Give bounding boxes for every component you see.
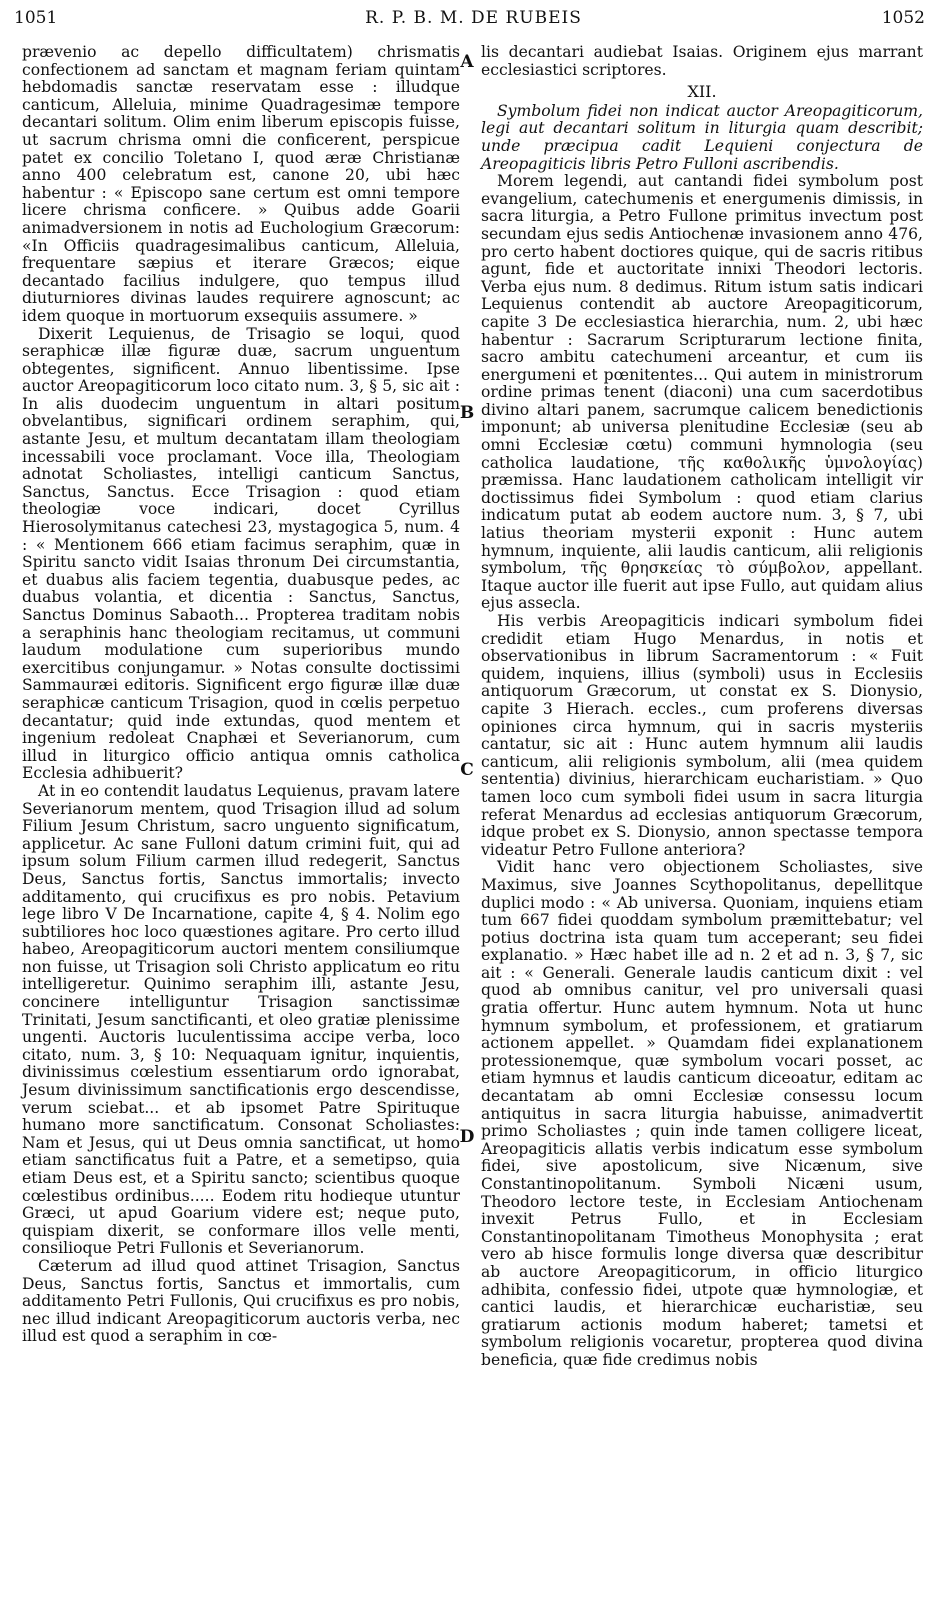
paragraph: Vidit hanc vero objectionem Scholiastes, sive Maximus, sive Joannes Scythopolitanus, depellitque duplici modo : « Ab universa. Quoniam, inquiens etiam tum 667 fidei quoddam symbolum præmittebatur; vel potius doctrina ista quam tum acceperant; seu fidei explanatio. » Hæc habet ille ad n. 2 et ad n. 3, § 7, sic ait : « Generali. Generale laudis canticum dixit : vel quod ab omnibus canitur, vel pro universali quasi gratia offertur. Hunc autem hymnum. Nota ut hunc hymnum symbolum, et professionem, et gratiarum actionem appellet. » Quamdam fidei explanationem protessionemque, quæ symbolum vocari posset, ac etiam hymnus et laudis canticum diceoatur, editam ac decantatam ab omni Ecclesiæ consessu locum antiquitus in sacra liturgia habuisse, animadvertit primo Scholiastes ; quin inde tamen colligere liceat, Areopagiticis allatis verbis indicatum esse symbolum fidei, sive apostolicum, sive Nicænum, sive Constantinopolitanum. Symboli Nicæni usum, Theodoro lectore teste, in Ecclesiam Antiochenam invexit Petrus Fullo, et in Ecclesiam Constantinopolitanam Timotheus Monophysita ; erat vero ab hisce formulis longe diversa quæ describitur ab auctore Areopagiticorum, in officio liturgico adhibita, confessio fidei, utpote quæ hymnologiæ, et cantici laudis, et hierarchicæ eucharistiæ, seu gratiarum actionis modum haberet; tametsi et symbolum religionis vocaretur, propterea quod divina beneficia, quæ fide credimus nobis [481, 858, 923, 1369]
paragraph: His verbis Areopagiticis indicari symbolum fidei credidit etiam Hugo Menardus, in notis et observationibus in librum Sacramentorum : « Fuit quidem, inquiens, illius (symboli) usus in Ecclesiis antiquorum Græcorum, ut constat ex S. Dionysio, capite 3 Hierach. eccles., cum proferens diversas opiniones circa hymnum, qui in sacris mysteriis cantatur, sic ait : Hunc autem hymnum alii laudis canticum, alii religionis symbolum, alii (mea quidem sententia) divinius, hierarchicam eucharistiam. » Quo tamen loco cum symboli fidei usum in sacra liturgia referat Menardus ad ecclesias antiquorum Græcorum, idque probet ex S. Dionysio, annon spectasse tempora videatur Petro Fullone anteriora? [481, 612, 923, 859]
paragraph: lis decantari audiebat Isaias. Originem ejus marrant ecclesiastici scriptores. [481, 43, 923, 79]
right-column [481, 44, 923, 1370]
margin-marker-d: D [459, 1127, 475, 1147]
running-title: R. P. B. M. DE RUBEIS [365, 8, 582, 28]
section-summary: Symbolum fidei non indicat auctor Areopagiticorum, legi aut decantari solitum in liturgia quam describit; unde præcipua cadit Lequieni conjectura de Areopagiticis libris Petro Fulloni ascribendis. [481, 101, 923, 173]
paragraph: Dixerit Lequienus, de Trisagio se loqui, quod seraphicæ illæ figuræ duæ, sacrum unguentum obtegentes, significent. Annuo libentissime. Ipse auctor Areopagiticorum loco citato num. 3, § 5, sic ait : In alis duodecim unguentum in altari positum obvelantibus, significari ordinem seraphim, qui, astante Jesu, et multum decantatam illam theologiam incessabili voce proclamant. Voce illa, Theologiam adnotat Scholiastes, intelligi canticum Sanctus, Sanctus, Sanctus. Ecce Trisagion : quod etiam theologiæ voce indicari, docet Cyrillus Hierosolymitanus catechesi 23, mystagogica 5, num. 4 : « Mentionem 666 etiam facimus seraphim, quæ in Spiritu sancto vidit Isaias thronum Dei circumstantia, et duabus alis faciem tegentia, duabusque pedes, ac duabus volantia, et dicentia : Sanctus, Sanctus, Sanctus Dominus Sabaoth... Propterea traditam nobis a seraphinis hanc theologiam recitamus, ut communi laudum modulatione cum superioribus mundo exercitibus conjungamur. » Notas consulte doctissimi Sammauræi editoris. Significent ergo figuræ illæ duæ seraphicæ canticum Trisagion, quod in cœlis perpetuo decantatur; quid inde extundas, quod mentem et ingenium redoleat Cnaphæi et Severianorum, cum illud in liturgico officio antiqua omnis catholica Ecclesia adhibuerit? [22, 324, 460, 783]
paragraph: prævenio ac depello difficultatem) chrismatis confectionem ad sanctam et magnam feriam quintam hebdomadis sanctæ reservatam esse : illudque canticum, Alleluia, minime Quadragesimæ tempore decantari solitum. Olim enim liberum episcopis fuisse, ut sacrum chrisma omni die conficerent, perspicue patet ex concilio Toletano I, quod æræ Christianæ anno 400 celebratum est, canone 20, ubi hæc habentur : « Episcopo sane certum est omni tempore licere chrisma conficere. » Quibus adde Goarii animadversionem in notis ad Euchologium Græcorum: «In Officiis quadragesimalibus canticum, Alleluia, frequentare sæpius et iterare Græcos; eique decantado facilius indulgere, quo tempus illud diuturniores divinas laudes requirere agnoscunt; ac idem quoque in mortuorum exsequiis assumere. » [22, 43, 460, 325]
margin-marker-c: C [460, 760, 474, 780]
margin-marker-a: A [460, 52, 474, 72]
left-page-number: 1051 [14, 8, 58, 28]
right-page-number: 1052 [881, 8, 925, 28]
section-number: XII. [687, 82, 717, 102]
paragraph: At in eo contendit laudatus Lequienus, pravam latere Severianorum mentem, quod Trisagion illud ad solum Filium Jesum Christum, sacro unguento significatum, applicetur. Ac sane Fulloni datum crimini fuit, qui ad ipsum solum Filium carmen illud redegerit, Sanctus Deus, Sanctus fortis, Sanctus immortalis; invecto additamento, qui crucifixus es pro nobis. Petavium lege libro V De Incarnatione, capite 4, § 4. Nolim ego subtiliores hoc loco quæstiones agitare. Pro certo illud habeo, Areopagiticorum auctori mentem consiliumque non fuisse, ut Trisagion soli Christo applicatum eo ritu intelligeretur. Quinimo seraphim illi, astante Jesu, concinere intelliguntur Trisagion sanctissimæ Trinitati, Jesum sanctificanti, et oleo gratiæ plenissime ungenti. Auctoris luculentissima accipe verba, loco citato, num. 3, § 10: Nequaquam ignitur, inquientis, divinissimus cœlestium essentiarum ordo ignorabat, Jesum divinissimum sanctificationis ergo descendisse, verum sciebat... et ab ipsomet Patre Spirituque humano more sanctificatum. Consonat Scholiastes: Nam et Jesus, qui ut Deus omnia sanctificat, ut homo etiam sanctificatus fuit a Patre, et a semetipso, quia etiam Deus est, et a Spiritu sancto; scientibus quoque cœlestibus ordinibus..... Eodem ritu hodieque utuntur Græci, ut apud Goarium videre est; neque puto, quispiam dixerit, se conformare illos velle menti, consilioque Petri Fullonis et Severianorum. [22, 781, 460, 1258]
left-column [22, 44, 460, 1346]
paragraph: Cæterum ad illud quod attinet Trisagion, Sanctus Deus, Sanctus fortis, Sanctus et immortalis, cum additamento Petri Fullonis, Qui crucifixus es pro nobis, nec illud indicant Areopagiticorum auctoris verba, nec illud est quod a seraphim in cœ- [22, 1256, 460, 1346]
paragraph: Morem legendi, aut cantandi fidei symbolum post evangelium, catechumenis et energumenis dimissis, in sacra liturgia, a Petro Fullone primitus invectum post secundam ejus sedis Antiochenæ invasionem anno 476, pro certo habent doctiores quique, qui de sacris ritibus agunt, fide et auctoritate innixi Theodori lectoris. Verba ejus num. 8 dedimus. Ritum istum satis indicari Lequienus contendit ab auctore Areopagiticorum, capite 3 De ecclesiastica hierarchia, num. 2, ubi hæc habentur : Sacrarum Scripturarum lectione finita, sacro ambitu catechumeni arceantur, et cum iis energumeni et pœnitentes... Qui autem in ministrorum ordine primas tenent (diaconi) una cum sacerdotibus divino altari panem, sacrumque calicem benedictionis imponunt; ab universa plenitudine Ecclesiæ (seu ab omni Ecclesiæ cœtu) communi hymnologia (seu catholica laudatione, τῆς καθολικῆς ὑμνολογίας) præmissa. Hanc laudationem catholicam intelligit vir doctissimus fidei Symbolum : quod etiam clarius indicatum putat ab eodem auctore num. 3, § 7, ubi latius theoriam mysterii exponit : Hunc autem hymnum, inquiente, alii laudis canticum, alii religionis symbolum, τῆς θρησκείας τὸ σύμβολον, appellant. Itaque auctor ille fuerit aut ipse Fullo, aut quidam alius ejus assecla. [481, 172, 923, 613]
margin-marker-b: B [459, 403, 475, 423]
